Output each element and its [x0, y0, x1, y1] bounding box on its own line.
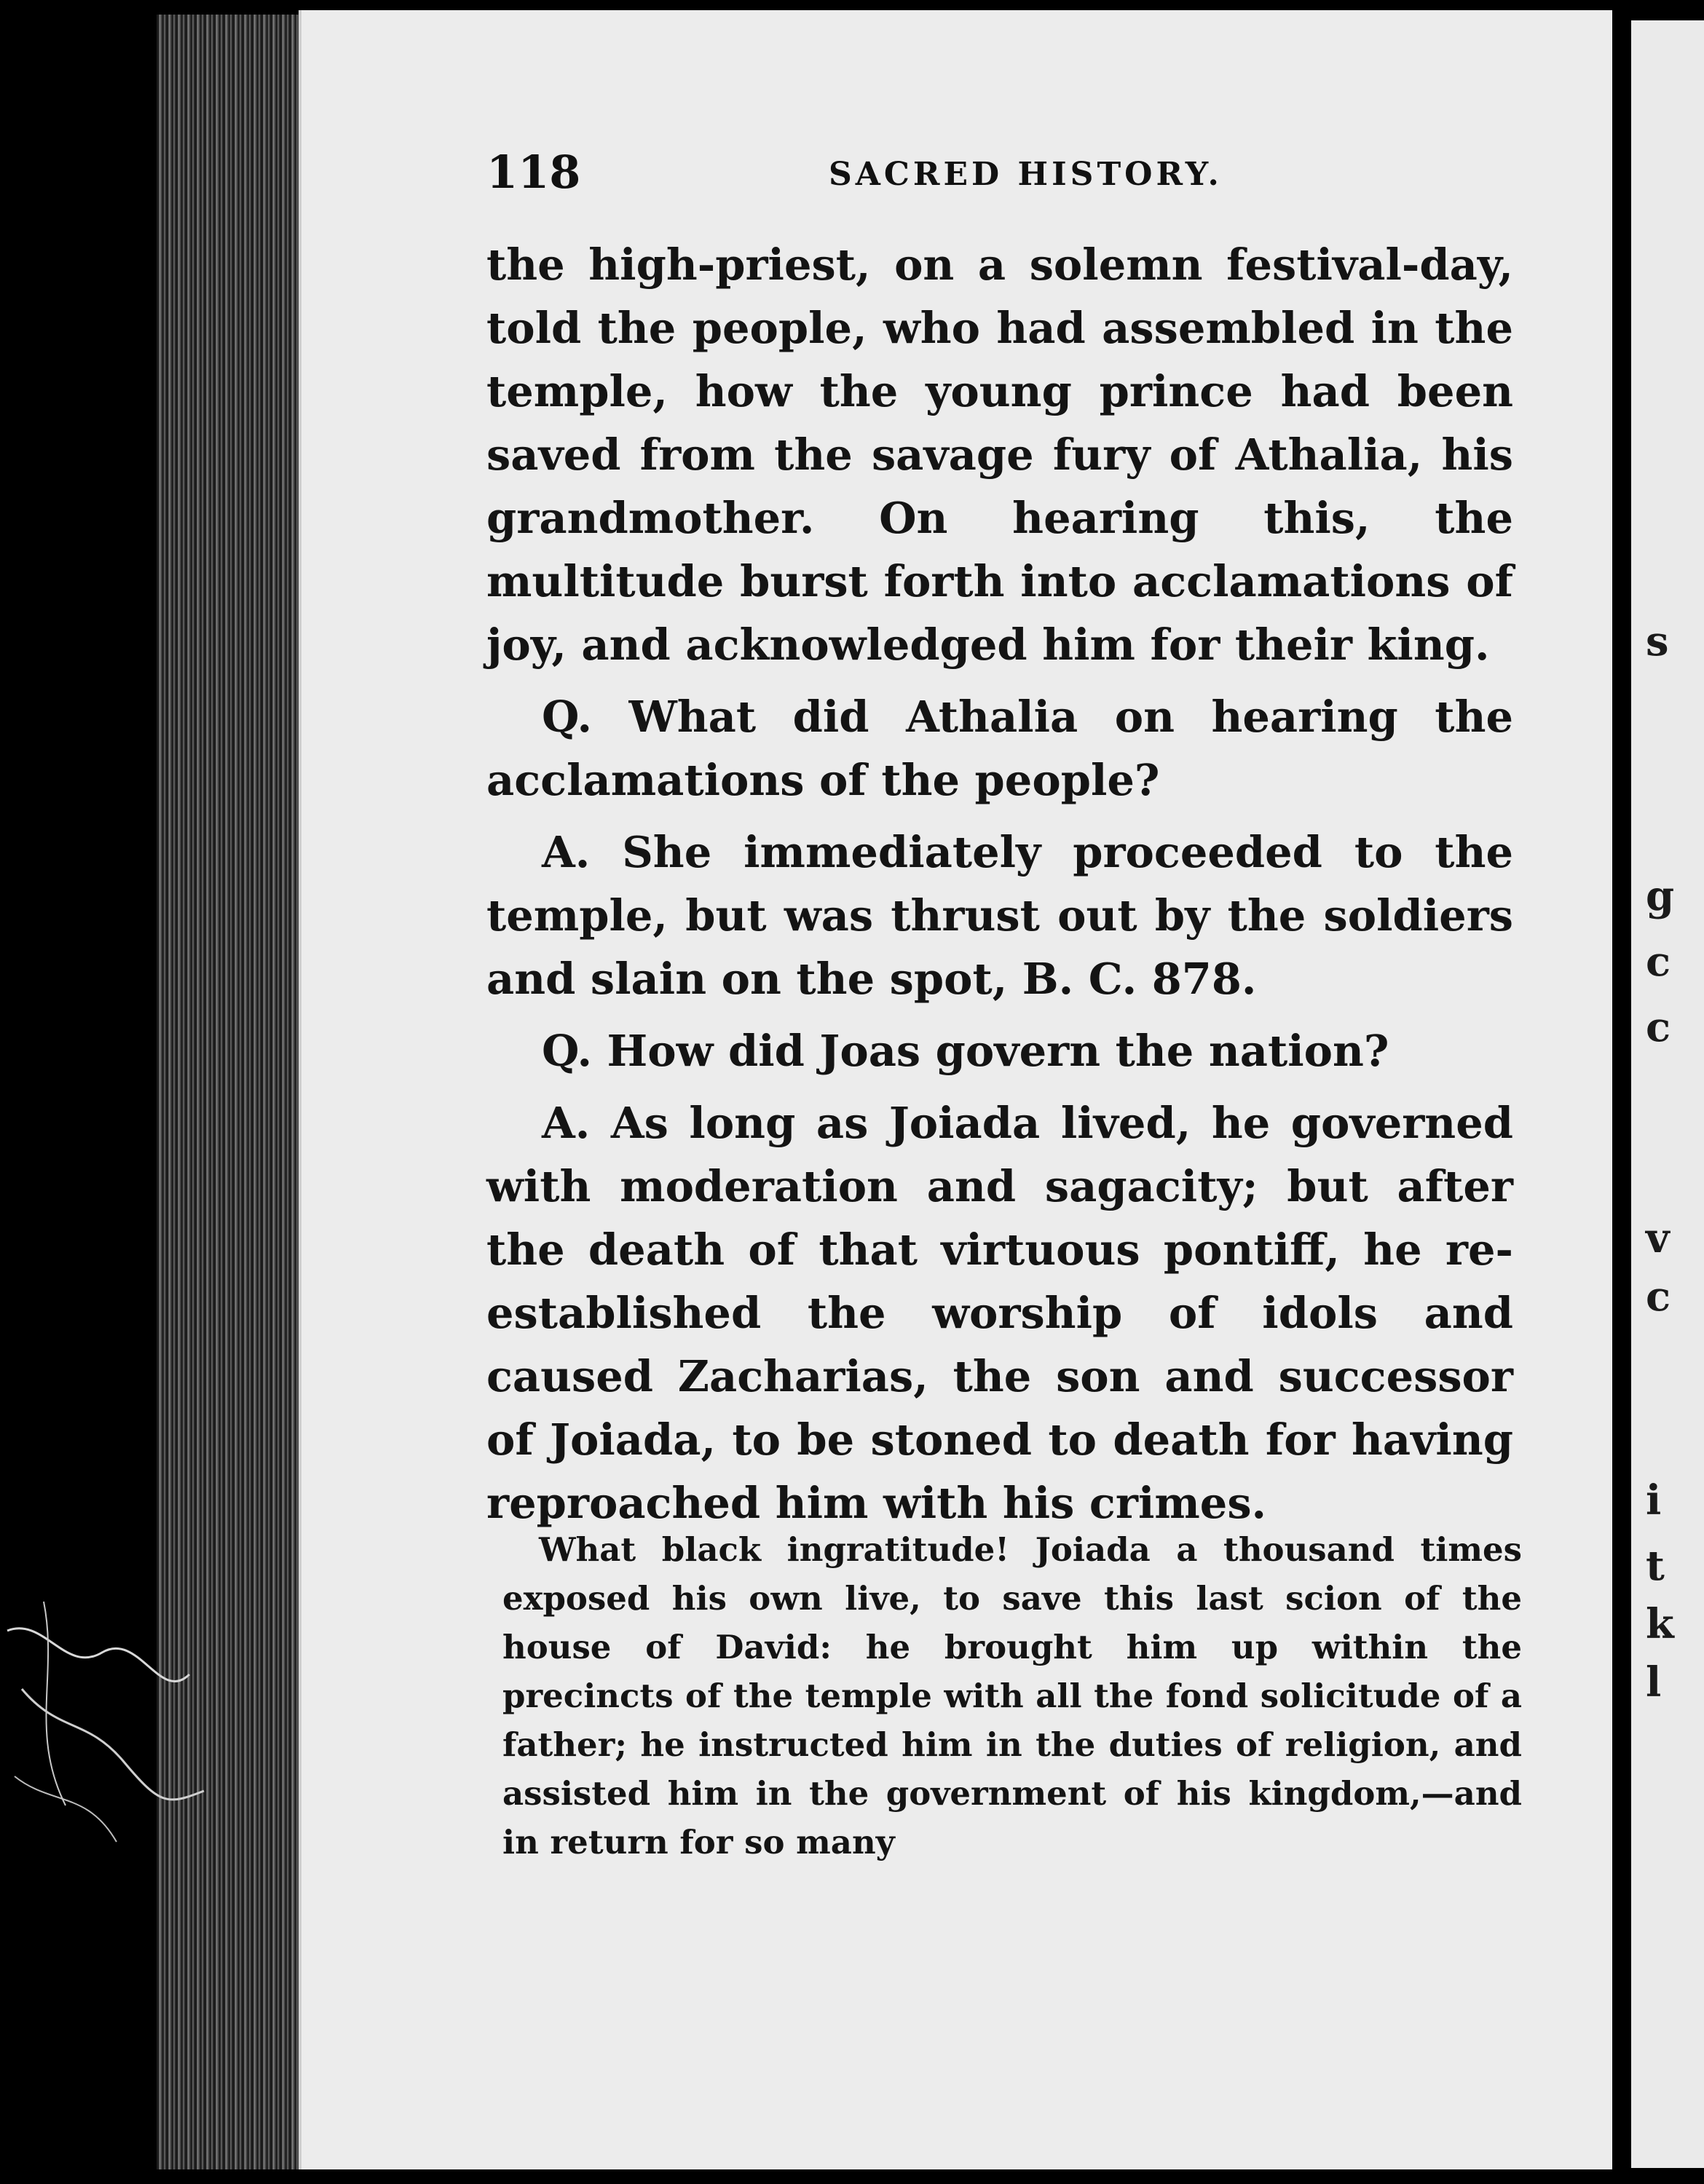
facing-page-fragment: c: [1646, 1273, 1671, 1321]
facing-page-fragment: v: [1646, 1214, 1670, 1262]
footnote-reflection: What black ingratitude! Joiada a thousand times exposed his own live, to save this last scion of the house of David: he brought him up within the precincts of the temple with all the fond solicitude of a father; he instructed him in the duties of religion, and assisted him in the government of his kingdom,—and in return for so many: [502, 1530, 1522, 1861]
question-athalia: Q. What did Athalia on hearing the acclamations of the people?: [486, 692, 1513, 805]
facing-page-fragment: l: [1646, 1658, 1662, 1706]
facing-page-fragment: c: [1646, 938, 1671, 986]
facing-page-fragment: k: [1646, 1600, 1674, 1648]
facing-page-fragment: c: [1646, 1003, 1671, 1051]
facing-page-fragment: t: [1646, 1542, 1665, 1590]
facing-page-fragment: g: [1646, 872, 1675, 920]
scan-artifact: [0, 1587, 218, 1951]
question-joas: Q. How did Joas govern the nation?: [542, 1026, 1389, 1076]
page-header: [486, 146, 1506, 204]
facing-page-edge: [1631, 20, 1704, 2168]
page-number: 118: [486, 146, 581, 199]
facing-page-fragment: i: [1646, 1476, 1662, 1524]
facing-page-fragment: s: [1646, 617, 1669, 665]
answer-athalia: A. She immediately proceeded to the temple, but was thrust out by the soldiers and slain on the spot, B. C. 878.: [486, 827, 1513, 1004]
running-title: SACRED HISTORY.: [829, 156, 1223, 193]
paragraph-continuation: the high-priest, on a solemn festival-day, told the people, who had assembled in the temple, how the young prince had been saved from the savage fury of Athalia, his grandmother. On hearing this, the multitude burst forth into acclamations of joy, and acknowledged him for their king.: [486, 240, 1513, 670]
answer-joas: A. As long as Joiada lived, he governed with moderation and sagacity; but after the death of that virtuous pontiff, he re-established the worship of idols and caused Zacharias, the son and successor of Joiada, to be stoned to death for having reproached him with his crimes.: [486, 1098, 1513, 1528]
main-text: [486, 233, 1513, 1543]
